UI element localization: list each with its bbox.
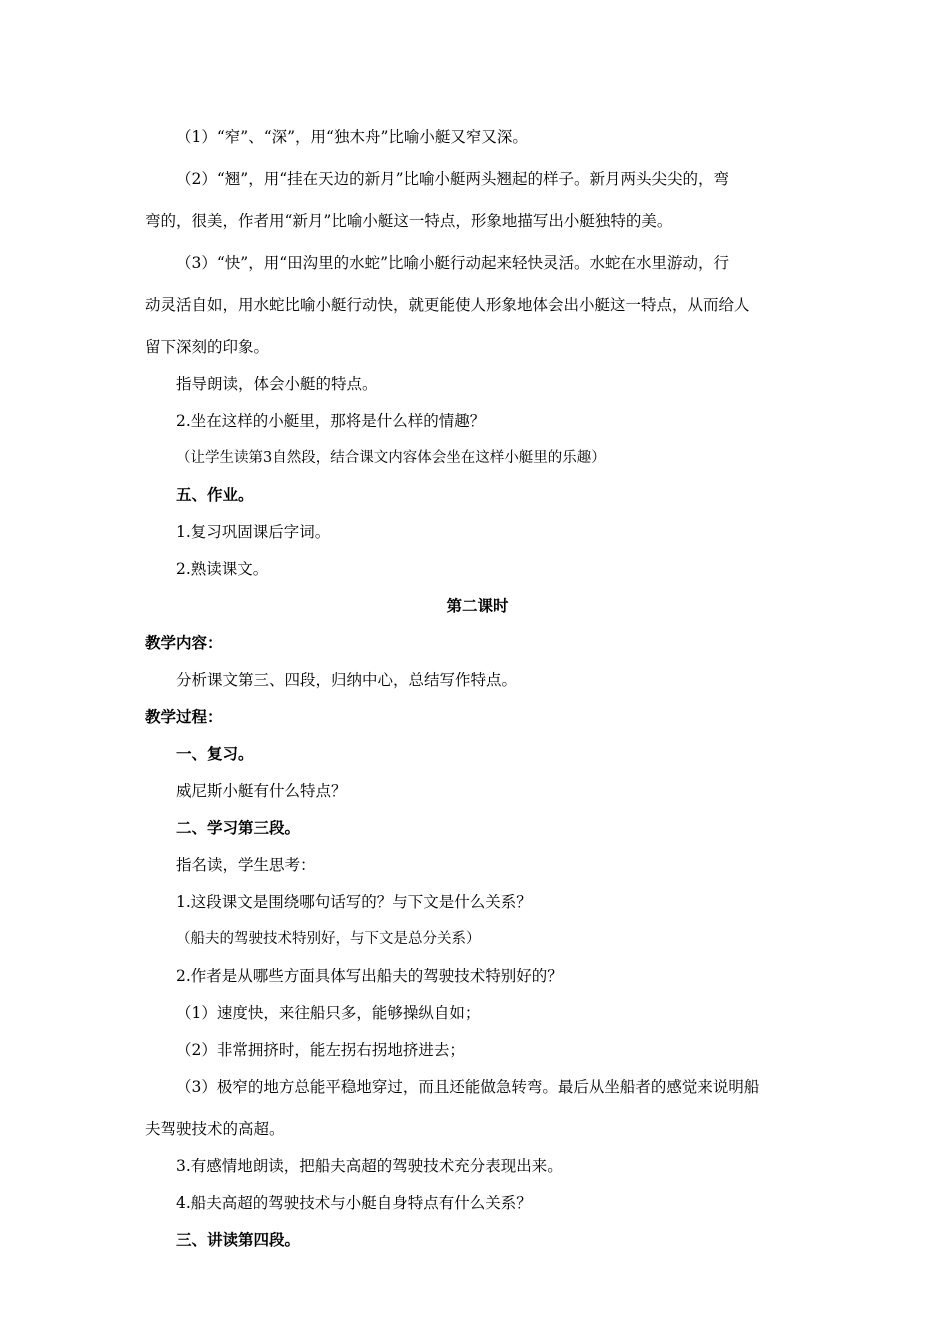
paragraph-note: （船夫的驾驶技术特别好，与下文是总分关系） <box>176 931 481 947</box>
paragraph: 分析课文第三、四段，归纳中心，总结写作特点。 <box>176 671 518 689</box>
paragraph: 1.复习巩固课后字词。 <box>176 523 331 541</box>
paragraph-continuation: 夫驾驶技术的高超。 <box>145 1120 285 1138</box>
paragraph: 2.坐在这样的小艇里，那将是什么样的情趣？ <box>176 412 486 430</box>
label-heading: 教学内容： <box>145 634 223 652</box>
lesson-title: 第二课时 <box>446 597 509 615</box>
section-heading: 五、作业。 <box>176 486 254 504</box>
document-body <box>145 124 810 1253</box>
paragraph: 3.有感情地朗读，把船夫高超的驾驶技术充分表现出来。 <box>176 1157 563 1175</box>
label-heading: 教学过程： <box>145 708 223 726</box>
paragraph: 1.这段课文是围绕哪句话写的？与下文是什么关系？ <box>176 893 532 911</box>
section-heading: 一、复习。 <box>176 745 254 763</box>
paragraph-continuation: 动灵活自如，用水蛇比喻小艇行动快，就更能使人形象地体会出小艇这一特点，从而给人 <box>145 296 750 314</box>
section-heading: 三、讲读第四段。 <box>176 1231 301 1249</box>
paragraph-continuation: 弯的，很美，作者用“新月”比喻小艇这一特点，形象地描写出小艇独特的美。 <box>145 212 673 230</box>
paragraph: 2.作者是从哪些方面具体写出船夫的驾驶技术特别好的？ <box>176 967 563 985</box>
paragraph: （2）“翘”，用“挂在天边的新月”比喻小艇两头翘起的样子。新月两头尖尖的，弯 <box>176 170 730 188</box>
paragraph: 威尼斯小艇有什么特点？ <box>176 782 347 800</box>
paragraph-continuation: 留下深刻的印象。 <box>145 338 270 356</box>
paragraph: 2.熟读课文。 <box>176 560 269 578</box>
paragraph: （1）速度快，来往船只多，能够操纵自如； <box>176 1004 481 1022</box>
paragraph: 指导朗读，体会小艇的特点。 <box>176 375 378 393</box>
paragraph: 指名读，学生思考： <box>176 856 316 874</box>
paragraph: （1）“窄”、“深”，用“独木舟”比喻小艇又窄又深。 <box>176 128 528 146</box>
section-heading: 二、学习第三段。 <box>176 819 301 837</box>
paragraph: 4.船夫高超的驾驶技术与小艇自身特点有什么关系？ <box>176 1194 532 1212</box>
paragraph: （2）非常拥挤时，能左拐右拐地挤进去； <box>176 1041 465 1059</box>
paragraph: （3）极窄的地方总能平稳地穿过，而且还能做急转弯。最后从坐船者的感觉来说明船 <box>176 1078 760 1096</box>
paragraph-note: （让学生读第3自然段，结合课文内容体会坐在这样小艇里的乐趣） <box>176 450 606 466</box>
paragraph: （3）“快”，用“田沟里的水蛇”比喻小艇行动起来轻快灵活。水蛇在水里游动，行 <box>176 254 730 272</box>
